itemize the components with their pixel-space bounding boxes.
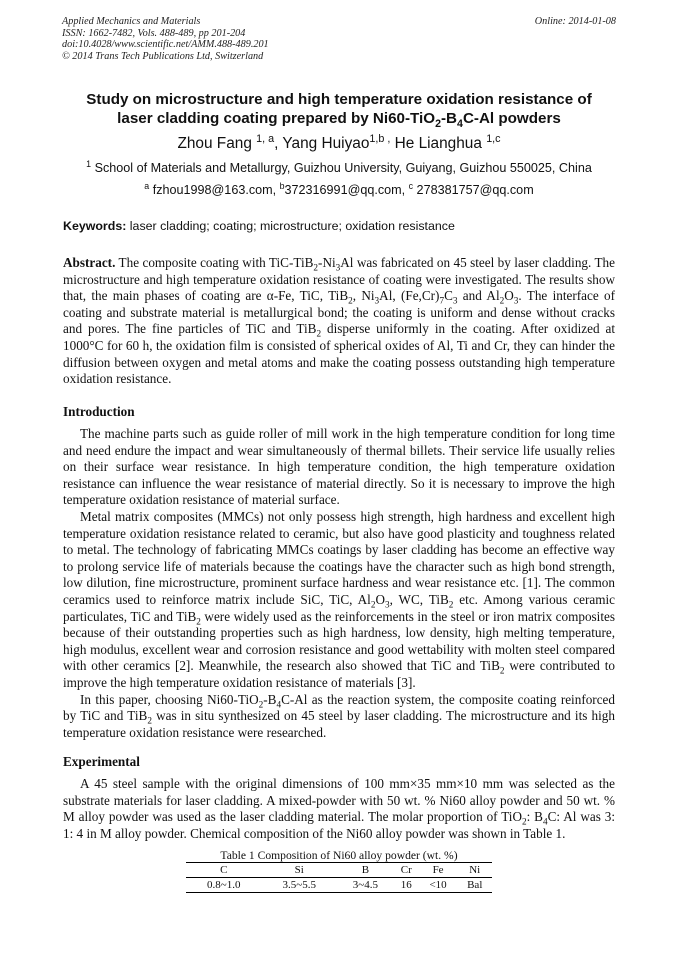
issn-line: ISSN: 1662-7482, Vols. 488-489, pp 201-204 [62, 27, 246, 39]
email-b[interactable]: 372316991@qq.com, [284, 183, 409, 197]
journal-name: Applied Mechanics and Materials [62, 16, 201, 27]
introduction-body [63, 426, 615, 741]
table-1-caption: Table 1 Composition of Ni60 alloy powder (wt. %) [220, 849, 458, 862]
introduction-heading: Introduction [63, 404, 135, 419]
abstract-label: Abstract. [63, 255, 116, 270]
intro-paragraph-1: The machine parts such as guide roller of mill work in the high temperature condition for long time and need endure the impact and wear simultaneously of thermal billets. Their service life usually relies on their surface wear resistance. In high temperature condition, the high temperature oxidation resistance can influence the wear resistance of material directly. So it is necessary to improve the high temperature oxidation resistance of material surface. [63, 426, 615, 508]
intro-paragraph-3: In this paper, choosing $Ni60-TiO_2-B_4C-Al$ as the reaction system, the composite coating reinforced by TiC and TiB$_2$ was in situ synthesized on 45 steel by laser cladding. The microstructure and its high temperature oxidation resistance were researched. [63, 691, 615, 740]
table-header-row [186, 863, 492, 878]
title-line-2: laser cladding coating prepared by $Ni60-TiO_2-B_4C-Al$ powders [117, 110, 561, 131]
email-a[interactable]: fzhou1998@163.com, [149, 183, 280, 197]
table-header-cell: Cr [394, 863, 419, 878]
table-header-cell: Si [261, 863, 336, 878]
table-cell: <10 [419, 878, 458, 893]
author-zhou-fang: Zhou Fang [177, 135, 257, 152]
journal-header [62, 16, 616, 62]
doi-line[interactable]: doi:10.4028/www.scientific.net/AMM.488-489.201 [62, 39, 269, 51]
online-date: Online: 2014-01-08 [534, 16, 616, 27]
table-cell: Bal [457, 878, 492, 893]
keywords [63, 218, 615, 234]
experimental-body [63, 776, 615, 842]
table-header-cell: Ni [457, 863, 492, 878]
affiliation: $^1$ School of Materials and Metallurgy, Guizhou University, Guiyang, Guizhou 550025, China [86, 158, 592, 175]
author-emails: $^a$ fzhou1998@163.com, $^b$372316991@qq.com, $^c$ 278381757@qq.com [144, 180, 534, 197]
author-he-lianghua: He Lianghua [390, 135, 487, 152]
email-c[interactable]: 278381757@qq.com [413, 183, 534, 197]
table-cell: 3~4.5 [337, 878, 394, 893]
keywords-label: Keywords: [63, 219, 127, 233]
table-header-cell: B [337, 863, 394, 878]
abstract: Abstract. The composite coating with TiC-$TiB_2-Ni_3Al$ was fabricated on 45 steel by laser cladding. The microstructure and high temperature oxidation resistance of coating were investigated. The results show that, the main phases of coating are α-Fe, TiC, TiB$_2$, $Ni_3Al$, $(Fe,Cr)_7C_3$ and $Al_2O_3$. The interface of coating and substrate material is metallurgical bond; the coating is uniform and dense without cracks and pores. The fine particles of TiC and TiB$_2$ disperse uniformly in the coating. After oxidized at 1000°C for 60 h, the oxidation film is consisted of spherical oxides of Al, Ti and Cr, they can hinder the diffusion between oxygen and metal atoms and make the coating possess outstanding high temperature oxidation resistance. [63, 255, 615, 387]
experimental-heading: Experimental [63, 754, 140, 769]
experimental-paragraph-1: A 45 steel sample with the original dimensions of 100 mm×35 mm×10 mm was selected as the substrate materials for laser cladding. A mixed-powder with 50 wt. % Ni60 alloy powder and 50 wt. % M alloy powder was used as the laser cladding material. The molar proportion of TiO$_2$: $B_4C$: Al was 3: 1: 4 in M alloy powder. Chemical composition of the Ni60 alloy powder was shown in Table 1. [63, 776, 615, 841]
table-row [186, 878, 492, 893]
keywords-text: laser cladding; coating; microstructure; oxidation resistance [126, 219, 455, 233]
paper-title [40, 90, 638, 131]
table-cell: 16 [394, 878, 419, 893]
copyright-line: © 2014 Trans Tech Publications Ltd, Switzerland [62, 50, 264, 62]
table-header-cell: Fe [419, 863, 458, 878]
table-header-cell: C [186, 863, 261, 878]
table-cell: 3.5~5.5 [261, 878, 336, 893]
title-line-1: Study on microstructure and high temperature oxidation resistance of [86, 91, 592, 108]
intro-paragraph-2: Metal matrix composites (MMCs) not only possess high strength, high hardness and excellent high temperature oxidation resistance related to ceramic, but also have good plasticity and toughness related to metal. The technology of fabricating MMCs coatings by laser cladding has become an effective way to prolong service life of materials because the coatings have the character such as high bond strength, low dilution, fine microstructure, prominent surface hardness and wear resistance etc. [1]. The common ceramics used to reinforce matrix include SiC, TiC, $Al_2O_3$, WC, TiB$_2$ etc. Among various ceramic particulates, TiC and TiB$_2$ were widely used as the reinforcements in the steel or iron matrix composites because of their outstanding properties such as high hardness, low density, high melting temperature, high modulus, excellent wear and corrosion resistance and good wettability with molten steel compared with other ceramics [2]. Meanwhile, the research also showed that TiC and TiB$_2$ were contributed to improve the high temperature oxidation resistance of materials [3]. [63, 508, 615, 690]
author-yang-huiyao: , Yang Huiyao [274, 135, 370, 152]
table-cell: 0.8~1.0 [186, 878, 261, 893]
table-1-composition [186, 862, 492, 893]
author-list: Zhou Fang $^{1, a}$, Yang Huiyao$^{1,b ,}$ He Lianghua $^{1,c}$ [177, 132, 501, 152]
